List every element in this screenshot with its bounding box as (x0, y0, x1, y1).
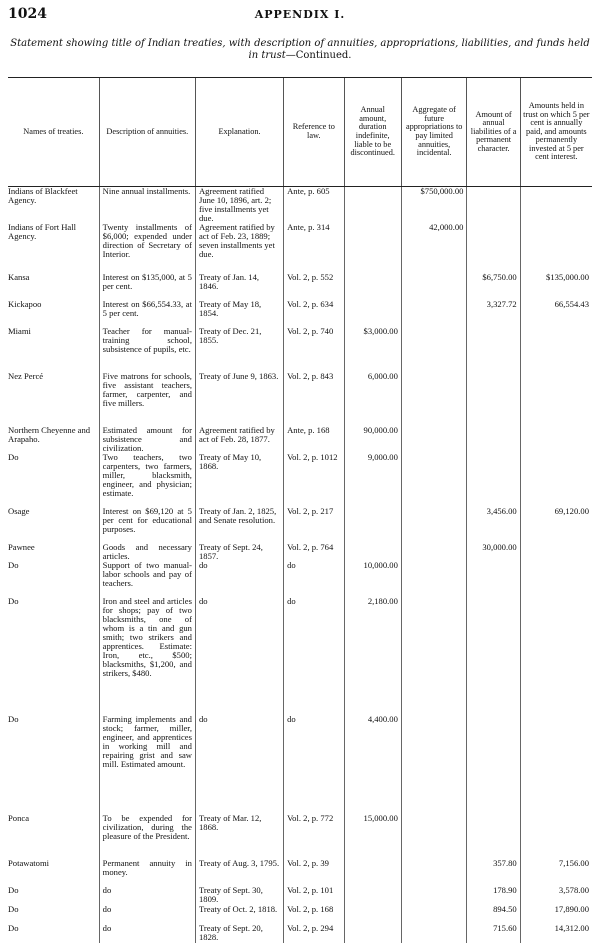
annual-amount: 9,000.00 (344, 453, 401, 507)
explanation: Treaty of Mar. 12, 1868. (195, 814, 283, 859)
annuity-description: Permanent annuity in money. (99, 859, 195, 886)
law-reference: Vol. 2, p. 101 (284, 886, 344, 905)
aggregate-amount (401, 273, 467, 300)
law-reference: do (284, 561, 344, 597)
treaty-name: Kansa (8, 273, 30, 282)
annual-amount (344, 905, 401, 924)
aggregate-amount (401, 715, 467, 814)
treaty-name: Osage (8, 507, 30, 516)
annuity-description: Goods and necessary articles. (99, 543, 195, 561)
explanation: Treaty of May 18, 1854. (195, 300, 283, 327)
annual-amount: 6,000.00 (344, 372, 401, 426)
aggregate-amount (401, 426, 467, 453)
table-row (8, 715, 592, 814)
treaty-name: Do (8, 924, 19, 933)
trust-amount: 17,890.00 (520, 905, 592, 924)
explanation: do (195, 597, 283, 715)
trust-amount: 3,578.00 (520, 886, 592, 905)
annual-liability: 3,456.00 (467, 507, 520, 543)
explanation: Treaty of Dec. 21, 1855. (195, 327, 283, 372)
aggregate-amount (401, 543, 467, 561)
law-reference: Ante, p. 314 (284, 223, 344, 273)
table-caption (8, 38, 592, 62)
law-reference: Vol. 2, p. 552 (284, 273, 344, 300)
table-row (8, 814, 592, 859)
annual-amount (344, 543, 401, 561)
treaty-name: Potawatomi (8, 859, 50, 868)
annual-amount (344, 273, 401, 300)
treaty-name: Northern Cheyenne and Arapaho. (8, 426, 91, 444)
annuity-description: Interest on $69,120 at 5 per cent for educational purposes. (99, 507, 195, 543)
trust-amount: 7,156.00 (520, 859, 592, 886)
treaty-name: Do (8, 453, 19, 462)
annual-liability: 178.90 (467, 886, 520, 905)
table-body (8, 187, 592, 944)
col-explanation: Explanation. (195, 78, 283, 187)
page-header (8, 6, 592, 26)
annual-liability (467, 187, 520, 224)
treaty-name: Do (8, 886, 19, 895)
trust-amount: 69,120.00 (520, 507, 592, 543)
table-row (8, 453, 592, 507)
annuity-description: Farming implements and stock; farmer, miller, engineer, and apprentices in working mill and repairing grist and saw mill. Estimated amount. (99, 715, 195, 814)
aggregate-amount (401, 814, 467, 859)
annuity-description: Support of two manual-labor schools and pay of teachers. (99, 561, 195, 597)
explanation: Agreement ratified by act of Feb. 23, 1889; seven installments yet due. (195, 223, 283, 273)
table-row (8, 300, 592, 327)
annuity-description: do (99, 905, 195, 924)
explanation: do (195, 715, 283, 814)
treaty-name: Do (8, 905, 19, 914)
annual-liability (467, 453, 520, 507)
annuity-description: To be expended for civilization, during the pleasure of the President. (99, 814, 195, 859)
annual-liability: 30,000.00 (467, 543, 520, 561)
table-row (8, 273, 592, 300)
aggregate-amount: $750,000.00 (401, 187, 467, 224)
annual-liability: 894.50 (467, 905, 520, 924)
trust-amount (520, 543, 592, 561)
annual-liability (467, 715, 520, 814)
col-held-in-trust: Amounts held in trust on which 5 per cent is annually paid, and amounts permanently invested at 5 per cent interest. (520, 78, 592, 187)
table-row (8, 507, 592, 543)
aggregate-amount (401, 300, 467, 327)
explanation: Treaty of Aug. 3, 1795. (195, 859, 283, 886)
table-row (8, 859, 592, 886)
law-reference: Vol. 2, p. 1012 (284, 453, 344, 507)
appendix-title: APPENDIX I. (254, 8, 346, 21)
annual-amount (344, 223, 401, 273)
explanation: Treaty of Sept. 24, 1857. (195, 543, 283, 561)
explanation: Treaty of Oct. 2, 1818. (195, 905, 283, 924)
annual-amount (344, 187, 401, 224)
aggregate-amount (401, 372, 467, 426)
table-row (8, 426, 592, 453)
aggregate-amount (401, 859, 467, 886)
caption-continued: —Continued. (285, 50, 352, 61)
col-reference: Reference to law. (284, 78, 344, 187)
aggregate-amount: 42,000.00 (401, 223, 467, 273)
annual-amount (344, 924, 401, 943)
table-row (8, 561, 592, 597)
annual-amount (344, 859, 401, 886)
law-reference: Vol. 2, p. 294 (284, 924, 344, 943)
annual-liability: 357.80 (467, 859, 520, 886)
annual-amount (344, 300, 401, 327)
table-row (8, 372, 592, 426)
col-names-of-treaties: Names of treaties. (8, 78, 99, 187)
treaty-name: Do (8, 715, 19, 724)
annual-amount: 2,180.00 (344, 597, 401, 715)
trust-amount (520, 223, 592, 273)
explanation: Treaty of June 9, 1863. (195, 372, 283, 426)
table-row (8, 223, 592, 273)
trust-amount (520, 453, 592, 507)
table-row (8, 905, 592, 924)
law-reference: Vol. 2, p. 772 (284, 814, 344, 859)
explanation: Treaty of Jan. 2, 1825, and Senate resolution. (195, 507, 283, 543)
law-reference: Vol. 2, p. 634 (284, 300, 344, 327)
law-reference: Ante, p. 168 (284, 426, 344, 453)
law-reference: Vol. 2, p. 740 (284, 327, 344, 372)
treaty-name: Do (8, 561, 19, 570)
annual-amount: 90,000.00 (344, 426, 401, 453)
trust-amount (520, 597, 592, 715)
annuity-description: Interest on $66,554.33, at 5 per cent. (99, 300, 195, 327)
explanation: Agreement ratified by act of Feb. 28, 1877. (195, 426, 283, 453)
annual-amount (344, 507, 401, 543)
aggregate-amount (401, 507, 467, 543)
explanation: Treaty of May 10, 1868. (195, 453, 283, 507)
annuity-description: Twenty installments of $6,000; expended under direction of Secretary of Interior. (99, 223, 195, 273)
annuity-description: do (99, 886, 195, 905)
annual-amount: 4,400.00 (344, 715, 401, 814)
annuity-description: Teacher for manual-training school, subsistence of pupils, etc. (99, 327, 195, 372)
col-annual-amount: Annual amount, duration indefinite, liable to be discontinued. (344, 78, 401, 187)
annual-liability: 715.60 (467, 924, 520, 943)
annual-amount: 10,000.00 (344, 561, 401, 597)
treaty-name: Pawnee (8, 543, 35, 552)
annual-liability: $6,750.00 (467, 273, 520, 300)
aggregate-amount (401, 453, 467, 507)
explanation: Agreement ratified June 10, 1896, art. 2; five installments yet due. (195, 187, 283, 224)
treaty-name: Ponca (8, 814, 30, 823)
annuity-description: do (99, 924, 195, 943)
table-row (8, 886, 592, 905)
col-description: Description of annuities. (99, 78, 195, 187)
annuity-description: Iron and steel and articles for shops; pay of two blacksmiths, one of whom is a tin and gun smith; two strikers and apprentices. Estimate: Iron, etc., $500; blacksmiths, $1,200, and strikers, $480. (99, 597, 195, 715)
treaty-name: Indians of Blackfeet Agency. (8, 186, 78, 205)
treaty-name: Do (8, 597, 19, 606)
treaty-table (8, 77, 592, 943)
caption-text: Statement showing title of Indian treaties, with description of annuities, appropriations, liabilities, and funds held in trust (10, 38, 590, 61)
treaty-name: Miami (8, 327, 31, 336)
aggregate-amount (401, 561, 467, 597)
annual-liability (467, 327, 520, 372)
aggregate-amount (401, 905, 467, 924)
explanation: Treaty of Sept. 30, 1809. (195, 886, 283, 905)
annuity-description: Five matrons for schools, five assistant teachers, farmer, carpenter, and five millers. (99, 372, 195, 426)
aggregate-amount (401, 886, 467, 905)
table-row (8, 543, 592, 561)
law-reference: do (284, 597, 344, 715)
table-row (8, 327, 592, 372)
annual-amount: 15,000.00 (344, 814, 401, 859)
trust-amount (520, 426, 592, 453)
treaty-name: Nez Percé (8, 372, 44, 381)
law-reference: Vol. 2, p. 168 (284, 905, 344, 924)
explanation: Treaty of Sept. 20, 1828. (195, 924, 283, 943)
annual-liability (467, 814, 520, 859)
law-reference: Ante, p. 605 (284, 187, 344, 224)
trust-amount (520, 187, 592, 224)
table-row (8, 597, 592, 715)
annuity-description: Nine annual installments. (99, 187, 195, 224)
trust-amount (520, 372, 592, 426)
trust-amount (520, 814, 592, 859)
table-header (8, 78, 592, 187)
law-reference: Vol. 2, p. 764 (284, 543, 344, 561)
annual-amount: $3,000.00 (344, 327, 401, 372)
trust-amount (520, 327, 592, 372)
annual-liability (467, 426, 520, 453)
annual-liability (467, 561, 520, 597)
aggregate-amount (401, 924, 467, 943)
col-annual-liabilities: Amount of annual liabilities of a permanent character. (467, 78, 520, 187)
trust-amount: 66,554.43 (520, 300, 592, 327)
aggregate-amount (401, 597, 467, 715)
law-reference: Vol. 2, p. 217 (284, 507, 344, 543)
table-row (8, 924, 592, 943)
annuity-description: Interest on $135,000, at 5 per cent. (99, 273, 195, 300)
col-aggregate: Aggregate of future appropriations to pay limited annuities, incidental. (401, 78, 467, 187)
annual-liability: 3,327.72 (467, 300, 520, 327)
explanation: do (195, 561, 283, 597)
trust-amount (520, 715, 592, 814)
page-number: 1024 (8, 6, 47, 22)
annuity-description: Two teachers, two carpenters, two farmers, miller, blacksmith, engineer, and physician; estimate. (99, 453, 195, 507)
annuity-description: Estimated amount for subsistence and civilization. (99, 426, 195, 453)
annual-liability (467, 372, 520, 426)
treaty-name: Indians of Fort Hall Agency. (8, 223, 77, 241)
law-reference: Vol. 2, p. 843 (284, 372, 344, 426)
law-reference: Vol. 2, p. 39 (284, 859, 344, 886)
aggregate-amount (401, 327, 467, 372)
annual-liability (467, 597, 520, 715)
treaty-name: Kickapoo (8, 300, 42, 309)
trust-amount: 14,312.00 (520, 924, 592, 943)
table-row (8, 187, 592, 224)
explanation: Treaty of Jan. 14, 1846. (195, 273, 283, 300)
annual-liability (467, 223, 520, 273)
trust-amount: $135,000.00 (520, 273, 592, 300)
trust-amount (520, 561, 592, 597)
law-reference: do (284, 715, 344, 814)
annual-amount (344, 886, 401, 905)
